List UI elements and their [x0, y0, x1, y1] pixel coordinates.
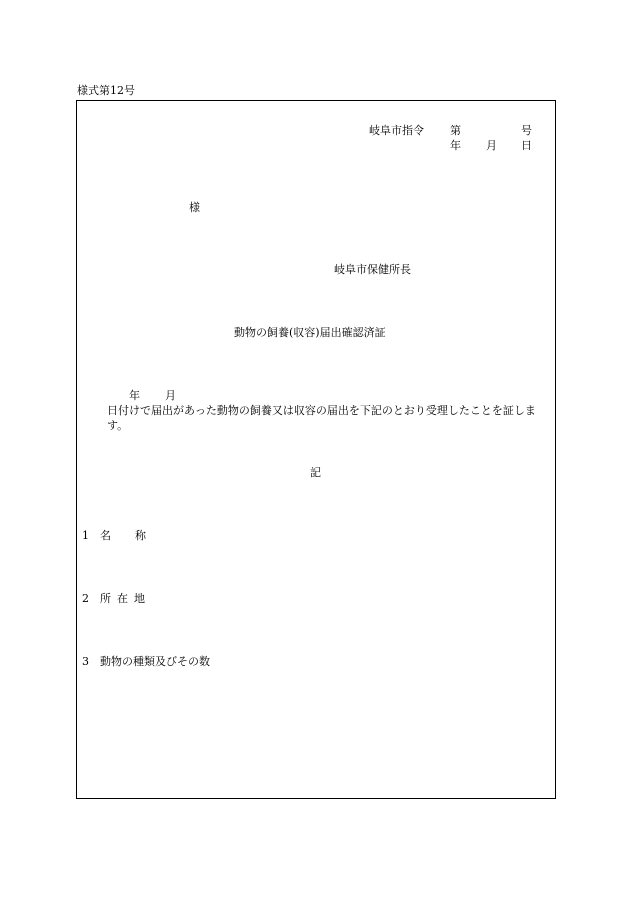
item-label: 在	[117, 592, 128, 605]
certificate-body	[82, 388, 552, 433]
addressee-honorific: 様	[189, 201, 200, 214]
item-number: 2	[82, 592, 89, 605]
item-label: 称	[135, 529, 146, 542]
record-heading: 記	[310, 466, 321, 479]
item-name	[82, 529, 146, 543]
body-month-label: 月	[165, 389, 176, 402]
body-year-label: 年	[129, 389, 140, 402]
item-label: 地	[134, 592, 145, 605]
number-suffix: 号	[521, 124, 532, 137]
item-label: 所	[100, 592, 111, 605]
certificate-frame	[76, 100, 556, 799]
date-day-label: 日	[521, 139, 532, 152]
number-prefix: 第	[450, 124, 461, 137]
issuer-number-label: 岐阜市指令	[369, 124, 424, 137]
item-number: 3	[82, 655, 89, 668]
date-year-label: 年	[450, 139, 461, 152]
date-month-label: 月	[486, 139, 497, 152]
item-number: 1	[82, 529, 89, 542]
item-animal-types	[82, 655, 210, 669]
item-label: 名	[100, 529, 111, 542]
form-number: 様式第12号	[77, 84, 135, 97]
item-location	[82, 592, 145, 606]
item-label: 動物の種類及びその数	[100, 655, 210, 668]
body-statement: 日付けで届出があった動物の飼養又は収容の届出を下記のとおり受理したことを証します。	[107, 404, 536, 432]
issuer-name: 岐阜市保健所長	[334, 263, 411, 276]
document-title: 動物の飼養(収容)届出確認済証	[234, 326, 386, 339]
